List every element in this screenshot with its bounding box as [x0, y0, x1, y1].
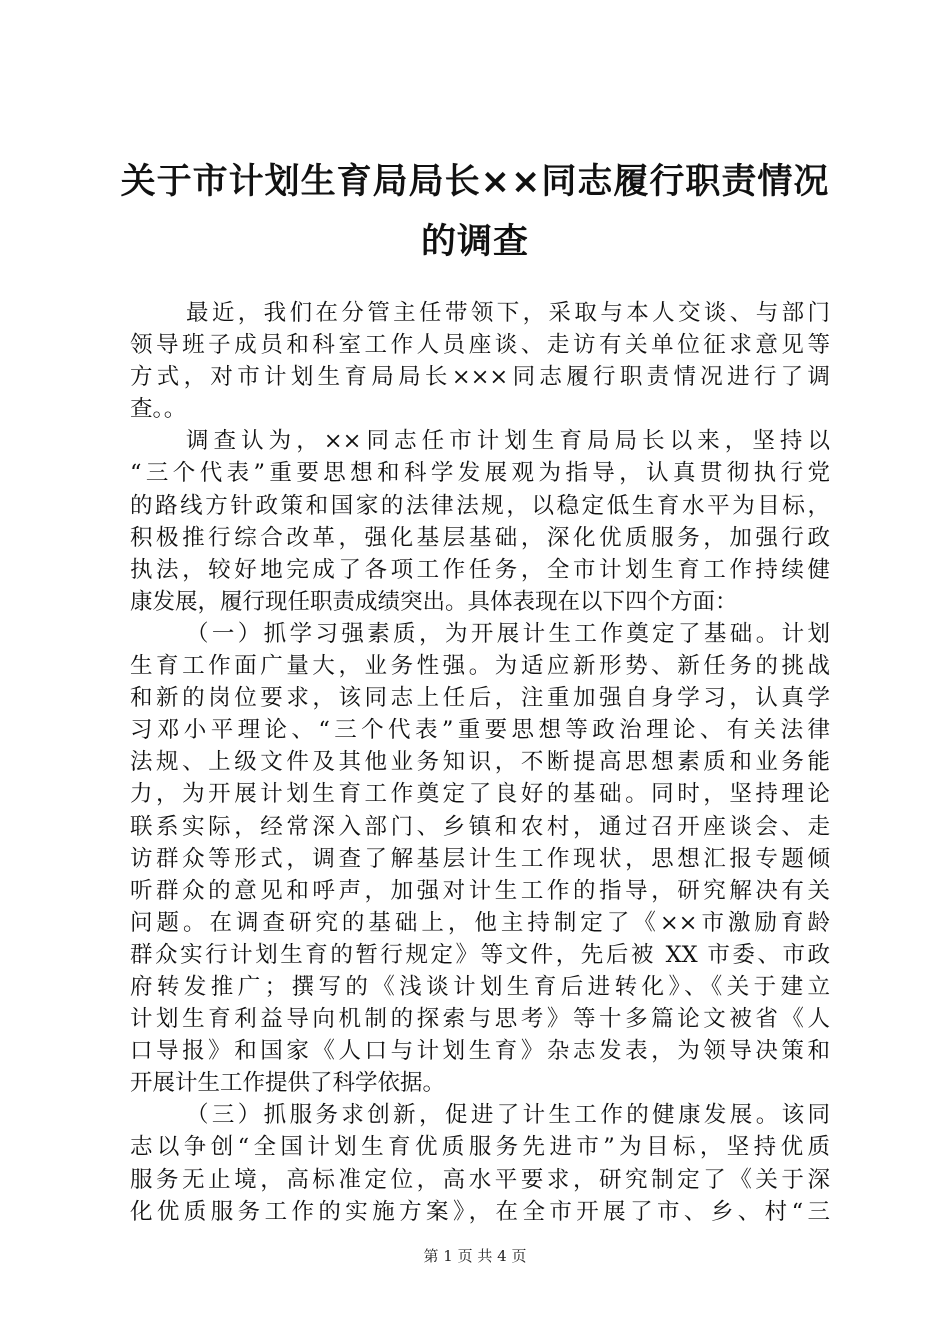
- body-line: 力，为开展计划生育工作奠定了良好的基础。同时，坚持理论: [130, 781, 830, 808]
- body-line: 法规、上级文件及其他业务知识，不断提高思想素质和业务能: [130, 749, 830, 776]
- body-line: 的路线方针政策和国家的法律法规，以稳定低生育水平为目标，: [130, 492, 830, 519]
- body-line: 府转发推广；撰写的《浅谈计划生育后进转化》、《关于建立: [130, 973, 830, 1000]
- document-body: [130, 297, 830, 1228]
- body-line: 最近，我们在分管主任带领下，采取与本人交谈、与部门: [186, 300, 830, 326]
- body-line: “三个代表”重要思想和科学发展观为指导，认真贯彻执行党: [130, 460, 830, 487]
- body-line: 口导报》和国家《人口与计划生育》杂志发表，为领导决策和: [130, 1038, 830, 1065]
- body-line: 领导班子成员和科室工作人员座谈、走访有关单位征求意见等: [130, 332, 830, 359]
- body-line: 志以争创“全国计划生育优质服务先进市”为目标，坚持优质: [130, 1134, 830, 1161]
- body-line: 问题。在调查研究的基础上，他主持制定了《××市激励育龄: [130, 909, 830, 936]
- body-line: 访群众等形式，调查了解基层计生工作现状，思想汇报专题倾: [130, 845, 830, 872]
- body-line: 计划生育利益导向机制的探索与思考》等十多篇论文被省《人: [130, 1006, 830, 1033]
- body-line: 化优质服务工作的实施方案》，在全市开展了市、乡、村“三: [130, 1198, 830, 1225]
- body-line: 习邓小平理论、“三个代表”重要思想等政治理论、有关法律: [130, 717, 830, 744]
- body-line: （三）抓服务求创新，促进了计生工作的健康发展。该同: [186, 1102, 830, 1129]
- document-title-line-2: 的调查: [420, 222, 529, 262]
- body-line: 和新的岗位要求，该同志上任后，注重加强自身学习，认真学: [130, 685, 830, 712]
- body-line: 康发展，履行现任职责成绩突出。具体表现在以下四个方面：: [130, 588, 738, 615]
- body-line: 群众实行计划生育的暂行规定》等文件，先后被 XX 市委、市政: [130, 941, 830, 968]
- body-line: 开展计生工作提供了科学依据。: [130, 1070, 446, 1097]
- body-line: 积极推行综合改革，强化基层基础，深化优质服务，加强行政: [130, 524, 830, 551]
- body-line: 执法，较好地完成了各项工作任务，全市计划生育工作持续健: [130, 556, 830, 583]
- body-line: 听群众的意见和呼声，加强对计生工作的指导，研究解决有关: [130, 877, 830, 904]
- body-line: （一）抓学习强素质，为开展计生工作奠定了基础。计划: [186, 620, 830, 647]
- body-line: 查。。: [130, 396, 187, 423]
- body-line: 联系实际，经常深入部门、乡镇和农村，通过召开座谈会、走: [130, 813, 830, 840]
- body-line: 调查认为，××同志任市计划生育局局长以来，坚持以: [186, 428, 830, 455]
- body-line: 生育工作面广量大，业务性强。为适应新形势、新任务的挑战: [130, 653, 830, 680]
- body-line: 方式，对市计划生育局局长×××同志履行职责情况进行了调: [130, 364, 830, 391]
- document-title-line-1: 关于市计划生育局局长××同志履行职责情况: [120, 162, 830, 202]
- page-footer: 第 1 页 共 4 页: [423, 1247, 527, 1265]
- body-line: 服务无止境，高标准定位，高水平要求，研究制定了《关于深: [130, 1166, 830, 1193]
